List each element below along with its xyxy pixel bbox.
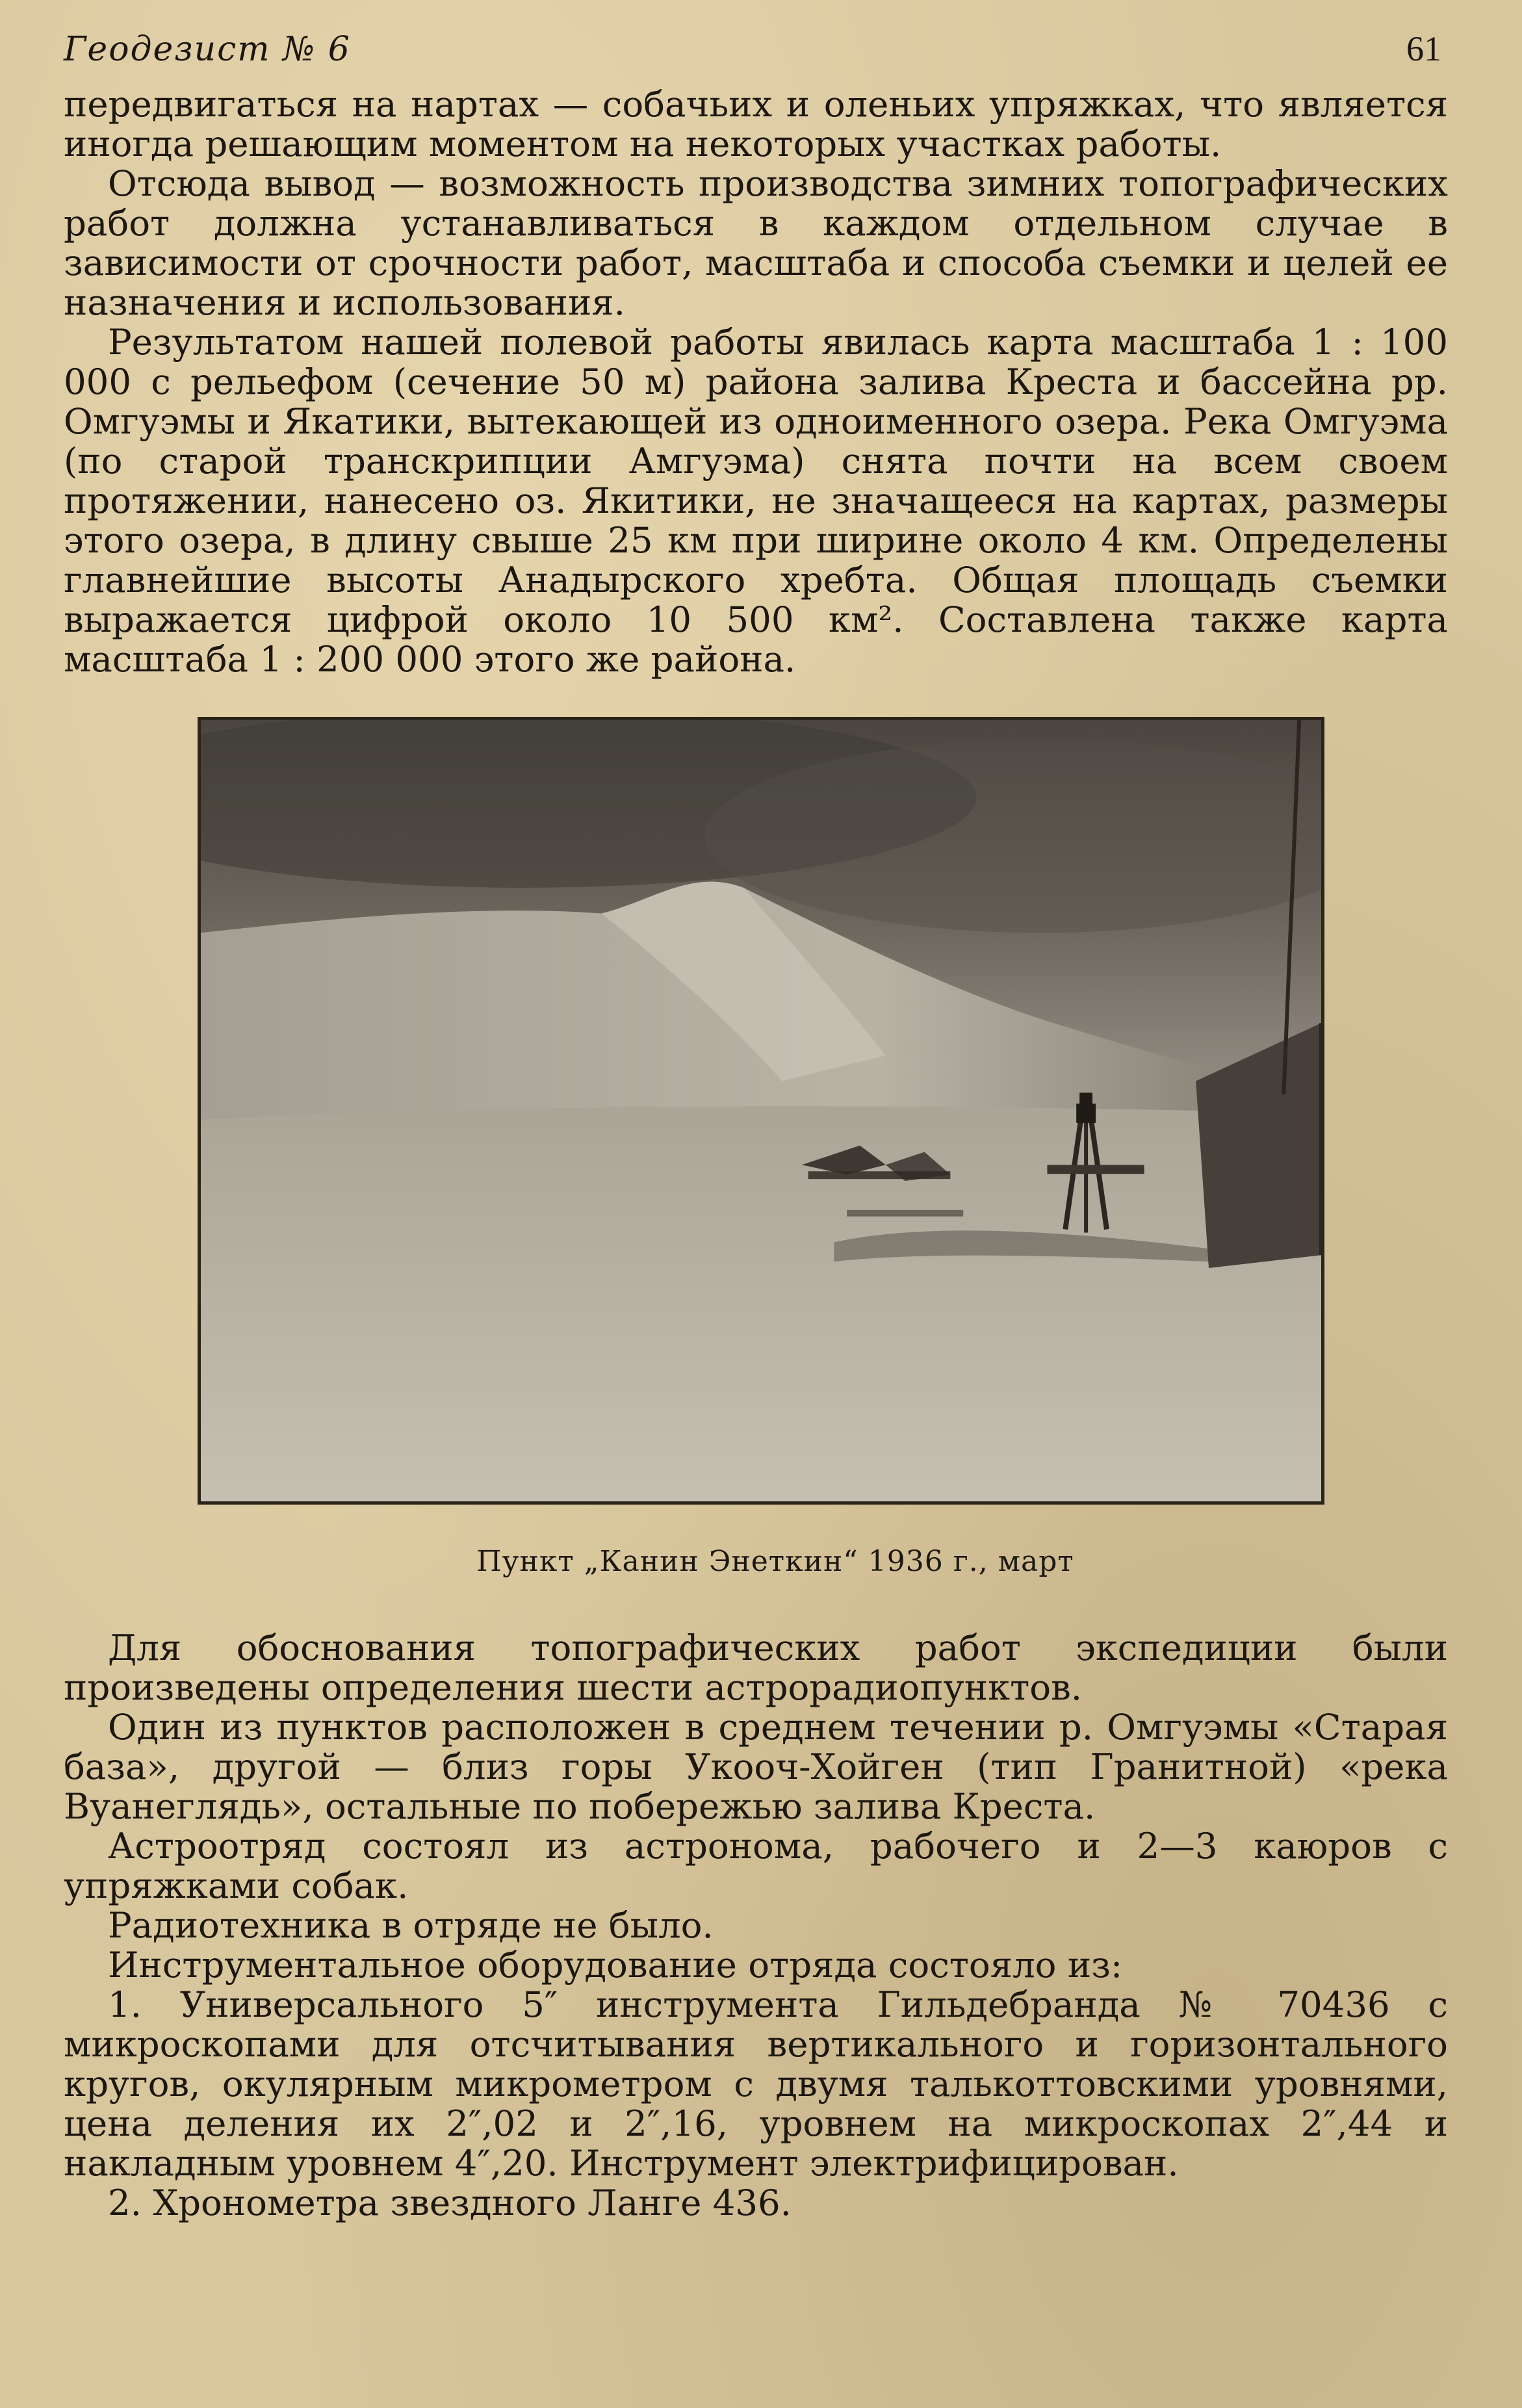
paragraph-conclusion: Отсюда вывод — возможность производства зимних топографических работ должна устанавливаться в каждом отдельном случае в зависимости от срочности работ, масштаба и способа съемки и целей ее назначения и использования.: [64, 162, 1448, 323]
text-block-bottom: [64, 1628, 1448, 2223]
field-photo: [198, 717, 1324, 1505]
text-block-top: [64, 84, 1448, 679]
figure-caption: Пункт „Канин Энеткин“ 1936 г., март: [476, 1545, 1074, 1578]
document-page: [64, 26, 1448, 2223]
paragraph-points-location: Один из пунктов расположен в среднем течении р. Омгуэмы «Старая база», другой — близ горы Укооч-Хойген (тип Гранитной) «река Вуанеглядь», остальные по побережью залива Креста.: [64, 1706, 1448, 1827]
list-item-chronometer: 2. Хронометра звездного Ланге 436.: [108, 2182, 792, 2223]
paragraph-detachment: Астроотряд состоял из астронома, рабочего и 2—3 каюров с упряжками собак.: [64, 1825, 1448, 1906]
list-item-instrument: 1. Универсального 5″ инструмента Гильдебранда № 70436 с микроскопами для отсчитывания вертикального и горизонтального кругов, окулярным микрометром с двумя талькоттовскими уровнями, цена деления их 2″,02 и 2″,16, уровнем на микроскопах 2″,44 и накладным уровнем 4″,20. Инструмент электрифицирован.: [64, 1984, 1448, 2184]
paragraph-radio: Радиотехника в отряде не было.: [108, 1904, 714, 1946]
figure: [64, 717, 1448, 1581]
paragraph-continuation: передвигаться на нартах — собачьих и оленьих упряжках, что является иногда решающим моментом на некоторых участках работы.: [64, 83, 1448, 164]
paragraph-justification: Для обоснования топографических работ экспедиции были произведены определения шести астрорадиопунктов.: [64, 1627, 1448, 1708]
running-header: [64, 26, 1448, 78]
paragraph-results: Результатом нашей полевой работы явилась карта масштаба 1 : 100 000 с рельефом (сечение 50 м) района залива Креста и бассейна рр. Омгуэмы и Якатики, вытекающей из одноименного озера. Река Омгуэма (по старой транскрипции Амгуэма) снята почти на всем своем протяжении, нанесено оз. Якитики, не значащееся на картах, размеры этого озера, в длину свыше 25 км при ширине около 4 км. Определены главнейшие высоты Анадырского хребта. Общая площадь съемки выражается цифрой около 10 500 км². Составлена также карта масштаба 1 : 200 000 этого же района.: [64, 321, 1448, 680]
paragraph-equipment-intro: Инструментальное оборудование отряда состояло из:: [108, 1944, 1123, 1986]
journal-title: Геодезист № 6: [64, 30, 351, 69]
page-number: 61: [1406, 29, 1441, 68]
